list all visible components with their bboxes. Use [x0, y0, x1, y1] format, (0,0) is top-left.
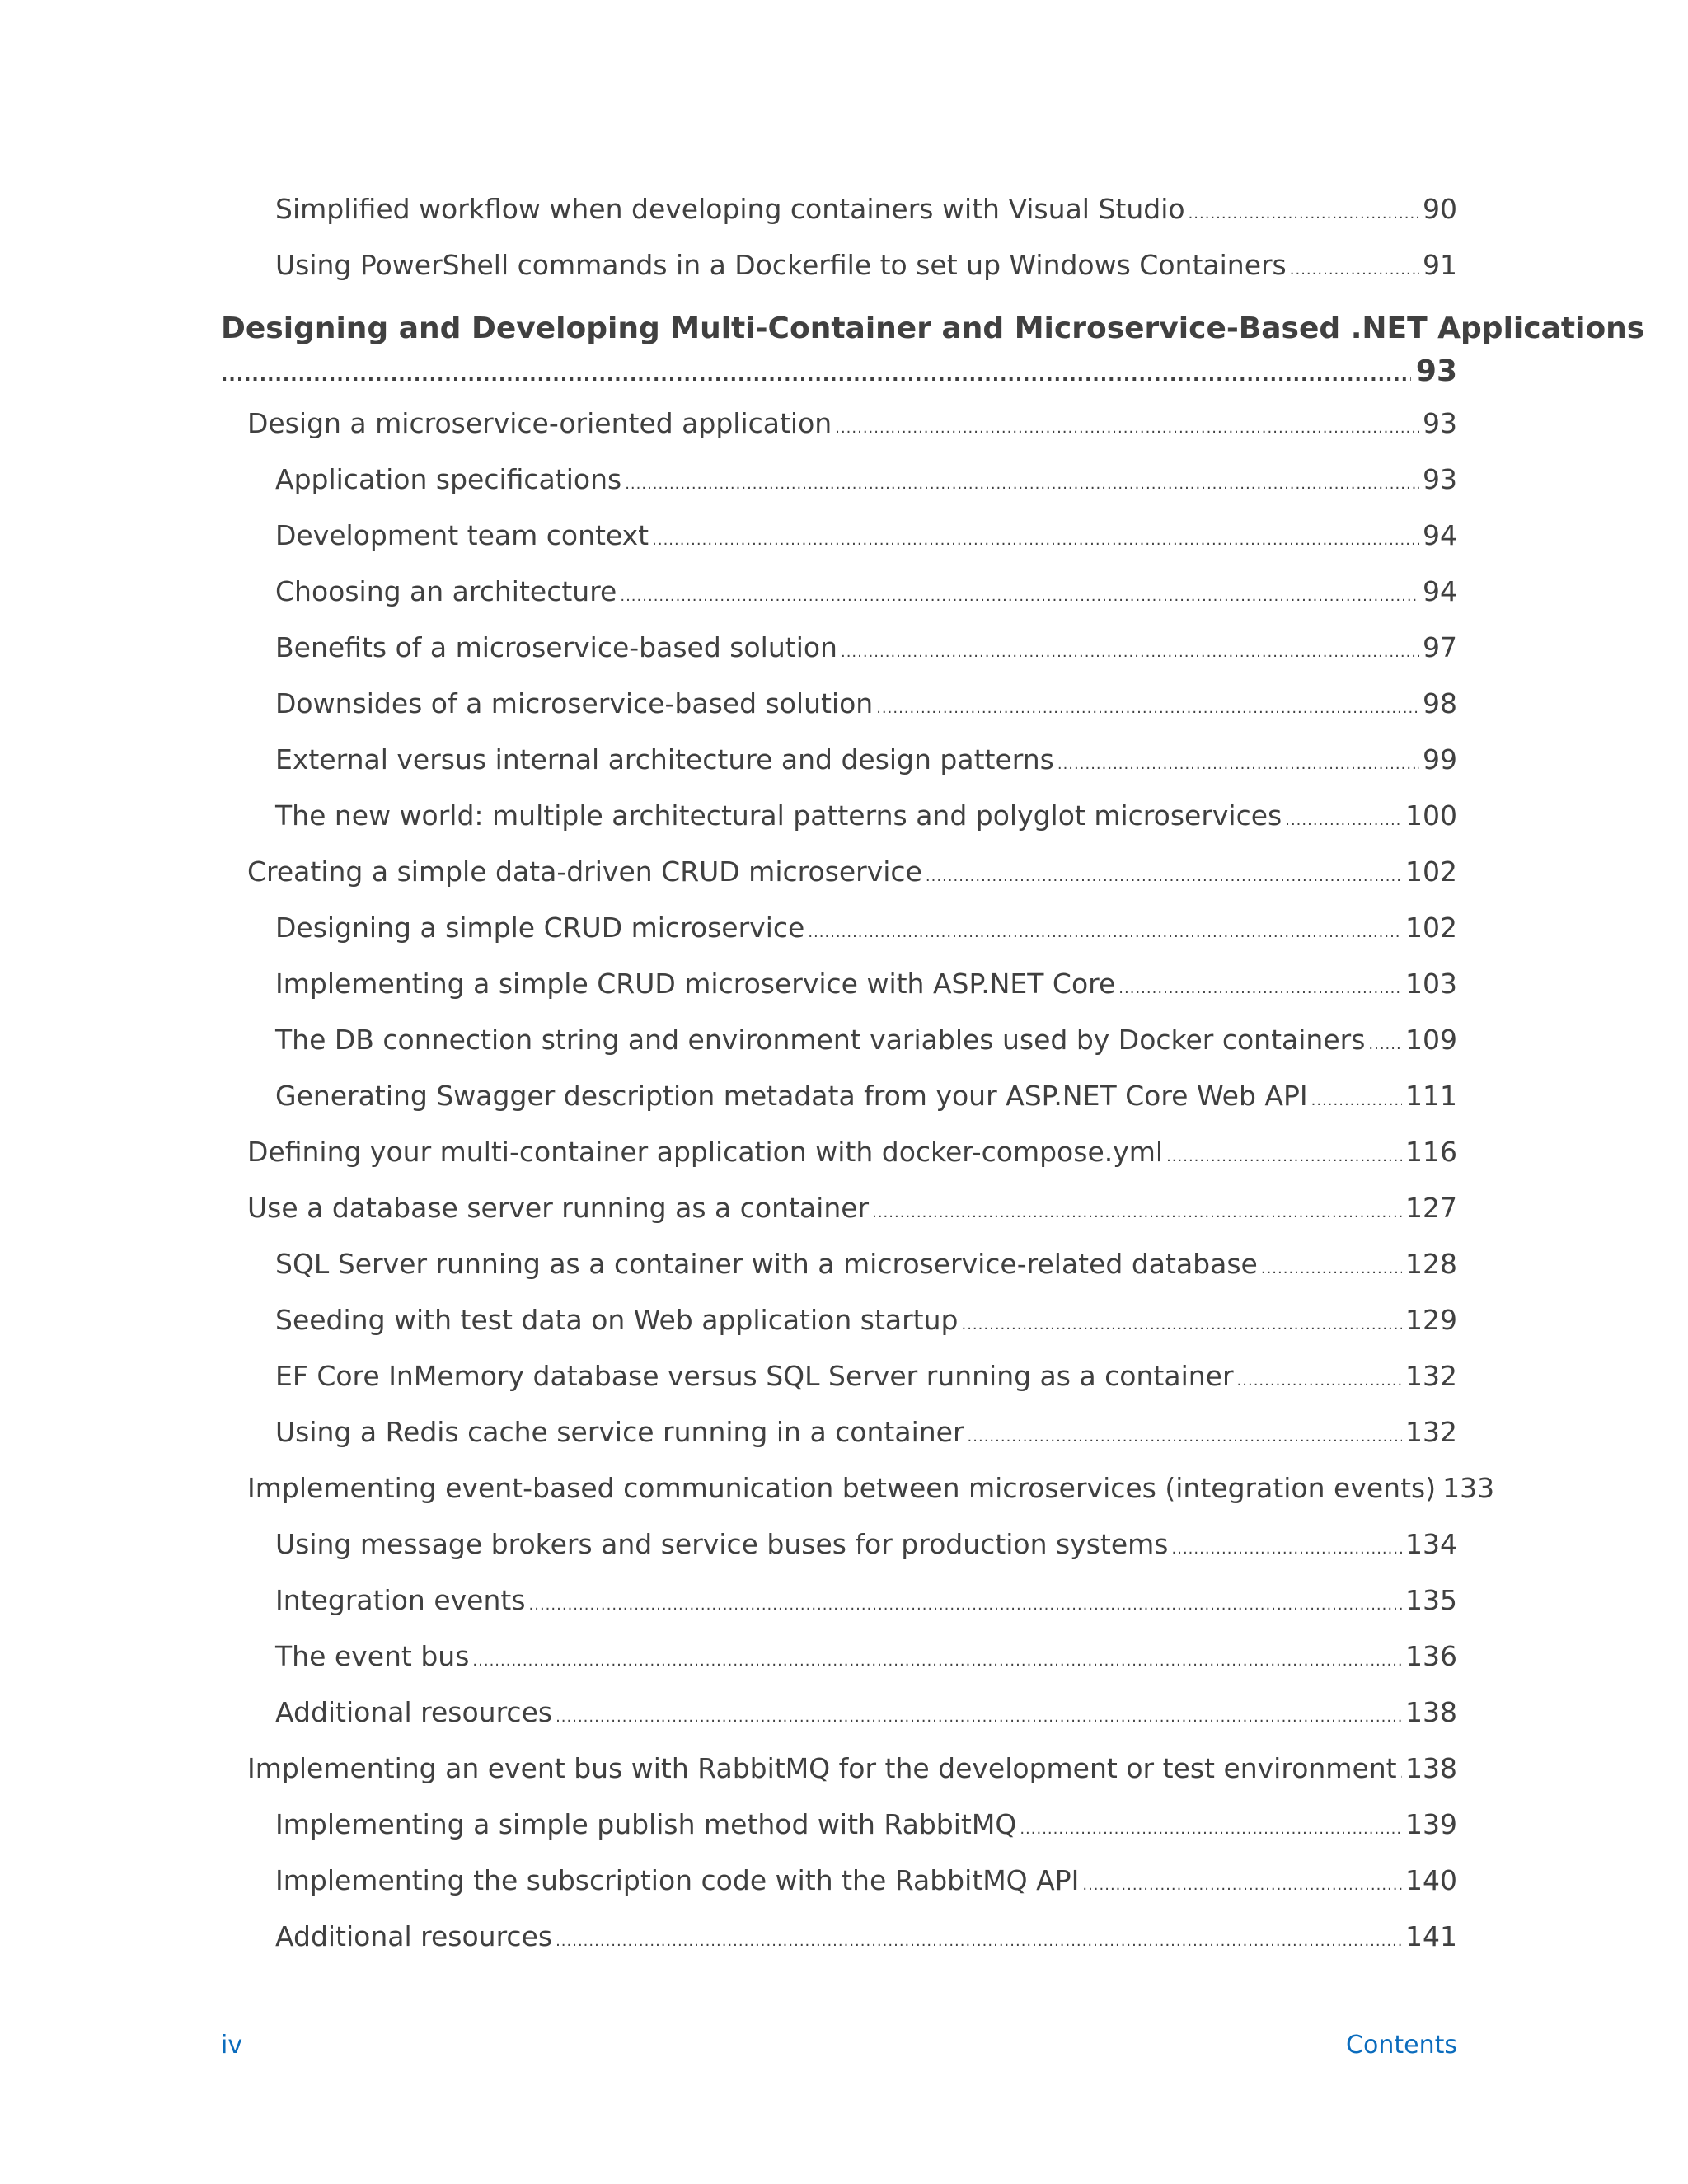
- toc-leader-dots: [625, 477, 1419, 492]
- toc-entry-title: SQL Server running as a container with a microservice-related database: [275, 1248, 1258, 1280]
- toc-subsection-entry[interactable]: [221, 1306, 1457, 1362]
- toc-entry-page: 103: [1405, 968, 1457, 1000]
- toc-leader-dots: [1285, 813, 1402, 828]
- toc-entry-page: 135: [1405, 1584, 1457, 1616]
- toc-leader-dots: [1261, 1262, 1402, 1277]
- toc-subsection-entry[interactable]: [221, 743, 1457, 802]
- toc-entry-title: Additional resources: [275, 1696, 553, 1728]
- toc-entry-title: Implementing event-based communication between microservices (integration events): [247, 1472, 1437, 1504]
- toc-entry-page: 116: [1405, 1136, 1457, 1168]
- toc-entry-page: 141: [1405, 1920, 1457, 1952]
- toc-leader-dots: [1189, 207, 1419, 222]
- toc-entry-title: Design a microservice-oriented application: [247, 407, 832, 439]
- toc-entry-title: Designing a simple CRUD microservice: [275, 912, 805, 944]
- toc-entry-page: 134: [1405, 1528, 1457, 1560]
- toc-subsection-entry[interactable]: [221, 631, 1457, 690]
- toc-leader-dots: [1057, 757, 1419, 772]
- toc-entry-title: Additional resources: [275, 1920, 553, 1952]
- toc-entry-page: 109: [1405, 1024, 1457, 1056]
- toc-leader-dots: [1400, 1766, 1402, 1781]
- toc-entry-page: 94: [1423, 519, 1457, 551]
- toc-entry-title: Benefits of a microservice-based solution: [275, 631, 837, 663]
- toc-leader-dots: [1082, 1878, 1402, 1893]
- toc-entry-page: 93: [1423, 463, 1457, 495]
- toc-entry-title: Seeding with test data on Web application startup: [275, 1304, 959, 1336]
- toc-leader-dots: [221, 367, 1411, 385]
- toc-subsection-entry[interactable]: [221, 970, 1457, 1026]
- toc-entry-title: Use a database server running as a container: [247, 1192, 870, 1224]
- toc-entry-title: Downsides of a microservice-based solution: [275, 687, 874, 719]
- toc-leader-dots: [1237, 1374, 1402, 1389]
- toc-leader-dots: [968, 1430, 1402, 1445]
- toc-subsection-entry[interactable]: [221, 687, 1457, 746]
- toc-entry-page: 94: [1423, 575, 1457, 607]
- toc-subsection-entry[interactable]: [221, 1808, 1457, 1867]
- toc-entry-title: The DB connection string and environment variables used by Docker containers: [275, 1024, 1366, 1056]
- footer-page-number: iv: [221, 2031, 243, 2060]
- toc-entry-page: 136: [1405, 1640, 1457, 1672]
- toc-leader-dots: [961, 1318, 1402, 1333]
- toc-subsection-entry[interactable]: [221, 1864, 1457, 1923]
- toc-entry-title: Using message brokers and service buses for production systems: [275, 1528, 1169, 1560]
- toc-entry-title: Integration events: [275, 1584, 526, 1616]
- toc-entry-title: The new world: multiple architectural patterns and polyglot microservices: [275, 799, 1282, 832]
- table-of-contents: [221, 193, 1645, 1979]
- toc-entry-list: [221, 407, 1495, 1979]
- toc-section-entry[interactable]: [221, 855, 1457, 914]
- toc-entry-page: 140: [1405, 1864, 1457, 1896]
- toc-entry-page: 138: [1405, 1752, 1457, 1784]
- toc-entry-page: 98: [1423, 687, 1457, 719]
- toc-entry-page: 90: [1423, 193, 1457, 225]
- toc-section-entry[interactable]: [221, 1472, 1495, 1530]
- toc-subsection-entry[interactable]: [221, 463, 1457, 522]
- toc-entry[interactable]: [221, 251, 1457, 307]
- toc-entry-page: 93: [1423, 407, 1457, 439]
- toc-entry-page: 139: [1405, 1808, 1457, 1840]
- footer-section-link[interactable]: Contents: [1346, 2031, 1457, 2060]
- toc-entry-title: Simplified workflow when developing containers with Visual Studio: [275, 193, 1185, 225]
- toc-entry-title: Application specifications: [275, 463, 622, 495]
- toc-leader-dots: [1118, 982, 1402, 996]
- toc-leader-dots: [1172, 1542, 1403, 1557]
- toc-entry-page: 111: [1405, 1080, 1457, 1112]
- toc-leader-dots: [841, 645, 1419, 660]
- toc-subsection-entry[interactable]: [221, 1082, 1457, 1138]
- toc-entry-page: 99: [1423, 743, 1457, 776]
- toc-subsection-entry[interactable]: [221, 914, 1457, 970]
- toc-entry-page: 102: [1405, 912, 1457, 944]
- toc-leader-dots: [1166, 1150, 1402, 1165]
- toc-section-entry[interactable]: [221, 1138, 1457, 1194]
- toc-leader-dots: [652, 533, 1419, 548]
- toc-subsection-entry[interactable]: [221, 1418, 1457, 1474]
- toc-entry-title: Creating a simple data-driven CRUD microservice: [247, 855, 922, 888]
- toc-entry-page: 129: [1405, 1304, 1457, 1336]
- toc-subsection-entry[interactable]: [221, 575, 1457, 634]
- toc-leader-dots: [872, 1206, 1402, 1221]
- toc-entry-title: Using PowerShell commands in a Dockerfile to set up Windows Containers: [275, 249, 1287, 281]
- toc-leader-dots: [835, 421, 1419, 436]
- toc-entry-title: Implementing the subscription code with the RabbitMQ API: [275, 1864, 1080, 1896]
- toc-subsection-entry[interactable]: [221, 1586, 1457, 1643]
- toc-leader-dots: [529, 1598, 1402, 1613]
- toc-subsection-entry[interactable]: [221, 1530, 1457, 1586]
- toc-leader-dots: [808, 926, 1402, 940]
- toc-entry-page: 138: [1405, 1696, 1457, 1728]
- toc-leader-dots: [1020, 1822, 1402, 1837]
- toc-subsection-entry[interactable]: [221, 1026, 1457, 1082]
- toc-entry-page: 102: [1405, 855, 1457, 888]
- toc-entry-title: Using a Redis cache service running in a container: [275, 1416, 964, 1448]
- toc-leader-dots: [620, 589, 1419, 604]
- toc-leader-dots: [472, 1654, 1402, 1669]
- toc-entry-title: Generating Swagger description metadata from your ASP.NET Core Web API: [275, 1080, 1308, 1112]
- chapter-title: Designing and Developing Multi-Container and Microservice-Based .NET Applications: [221, 312, 1645, 345]
- toc-entry-title: Choosing an architecture: [275, 575, 617, 607]
- toc-entry-title: External versus internal architecture and design patterns: [275, 743, 1054, 776]
- chapter-leader-row: [221, 354, 1457, 388]
- toc-entry-title: Implementing a simple publish method with RabbitMQ: [275, 1808, 1017, 1840]
- toc-subsection-entry[interactable]: [221, 1250, 1457, 1306]
- toc-entry-title: Defining your multi-container application with docker-compose.yml: [247, 1136, 1164, 1168]
- toc-entry-page: 91: [1423, 249, 1457, 281]
- toc-entry[interactable]: [221, 195, 1457, 251]
- toc-entry-title: EF Core InMemory database versus SQL Server running as a container: [275, 1360, 1234, 1392]
- chapter-page: 93: [1415, 354, 1457, 388]
- toc-leader-dots: [1311, 1094, 1402, 1108]
- toc-leader-dots: [556, 1710, 1402, 1725]
- toc-section-entry[interactable]: [221, 407, 1457, 466]
- toc-entry-page: 128: [1405, 1248, 1457, 1280]
- toc-subsection-entry[interactable]: [221, 799, 1457, 858]
- toc-leader-dots: [1290, 263, 1419, 278]
- toc-subsection-entry[interactable]: [221, 1362, 1457, 1418]
- toc-subsection-entry[interactable]: [221, 1696, 1457, 1755]
- toc-leader-dots: [1368, 1038, 1402, 1052]
- toc-leader-dots: [926, 869, 1402, 884]
- toc-section-entry[interactable]: [221, 1752, 1457, 1811]
- toc-entry-page: 132: [1405, 1360, 1457, 1392]
- toc-leader-dots: [556, 1934, 1402, 1949]
- toc-subsection-entry[interactable]: [221, 519, 1457, 578]
- toc-entry-title: The event bus: [275, 1640, 470, 1672]
- toc-subsection-entry[interactable]: [221, 1640, 1457, 1699]
- toc-subsection-entry[interactable]: [221, 1920, 1457, 1979]
- toc-entry-page: 132: [1405, 1416, 1457, 1448]
- toc-chapter-heading[interactable]: [221, 307, 1645, 410]
- toc-entry-title: Implementing an event bus with RabbitMQ for the development or test environment: [247, 1752, 1397, 1784]
- toc-entry-page: 133: [1442, 1472, 1495, 1504]
- toc-leader-dots: [876, 701, 1419, 716]
- toc-section-entry[interactable]: [221, 1194, 1457, 1250]
- toc-entry-page: 127: [1405, 1192, 1457, 1224]
- toc-entry-title: Development team context: [275, 519, 649, 551]
- toc-entry-title: Implementing a simple CRUD microservice with ASP.NET Core: [275, 968, 1116, 1000]
- toc-entry-page: 100: [1405, 799, 1457, 832]
- toc-entry-page: 97: [1423, 631, 1457, 663]
